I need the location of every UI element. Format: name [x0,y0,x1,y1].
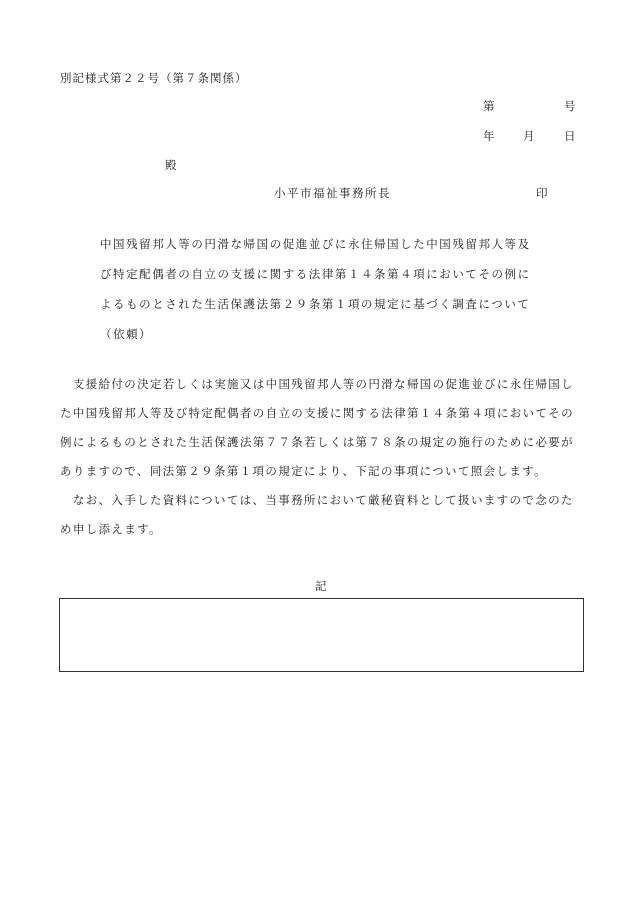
body-text [60,374,588,548]
date-year-label: 年 [483,129,495,143]
form-label: 別記様式第２２号（第７条関係） [60,71,248,85]
body-line: め申し添えます。 [60,522,162,536]
document-title [100,234,550,354]
body-line: 例によるものとされた生活保護法第７７条若しくは第７８条の規定の施行のために必要が [60,435,574,449]
sender-name: 小平市福祉事務所長 [274,186,391,200]
note-heading: 記 [315,579,327,593]
body-line: ありますので、同法第２９条第１項の規定により、下記の事項について照会します。 [60,464,547,478]
title-line: 中国残留邦人等の円滑な帰国の促進並びに永住帰国した中国残留邦人等及 [100,237,531,251]
body-line: 支援給付の決定若しくは実施又は中国残留邦人等の円滑な帰国の促進並びに永住帰国し [60,377,574,391]
addressee-honorific: 殿 [165,158,177,172]
date-day-label: 日 [564,129,576,143]
note-content-box[interactable] [59,598,584,672]
title-line: び特定配偶者の自立の支援に関する法律第１４条第４項においてその例に [100,267,531,281]
body-line: なお、入手した資料については、当事務所において厳秘資料として扱いますので念のた [60,493,574,507]
document-number-suffix: 号 [564,99,576,113]
title-line: （依頼） [100,327,153,341]
document-number-prefix: 第 [483,99,495,113]
date-month-label: 月 [523,129,535,143]
body-line: た中国残留邦人等及び特定配偶者の自立の支援に関する法律第１４条第４項においてその [60,406,574,420]
title-line: よるものとされた生活保護法第２９条第１項の規定に基づく調査について [100,297,531,311]
seal-mark: 印 [536,186,548,200]
